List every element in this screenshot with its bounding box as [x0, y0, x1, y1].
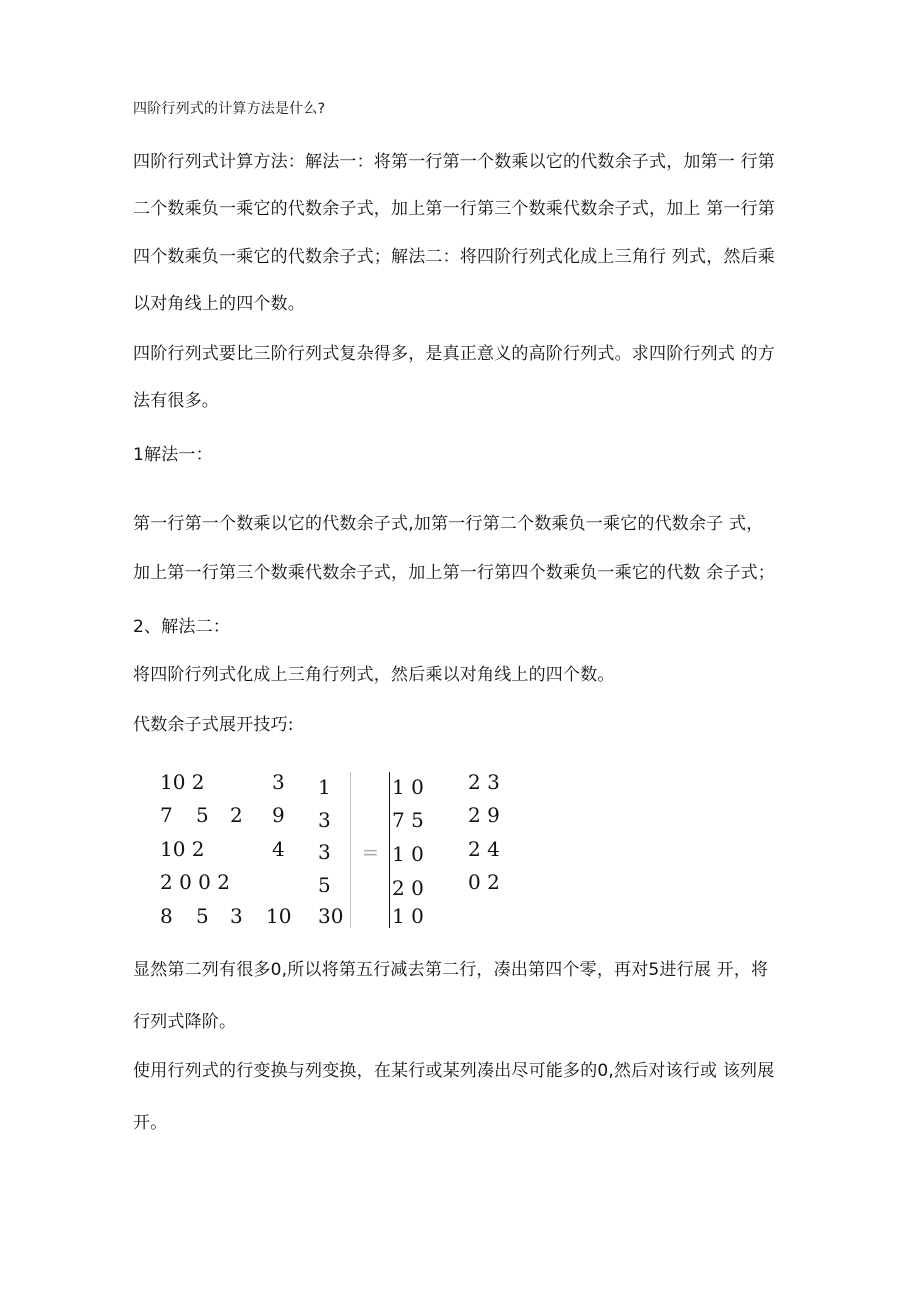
section-heading: 2、解法二：: [133, 617, 231, 637]
section-heading: 1解法一：: [133, 445, 213, 465]
matrix-cell: 30: [318, 904, 344, 928]
matrix-cell: 2 0 0 2: [160, 870, 230, 894]
matrix-cell: 10 2: [160, 770, 205, 794]
matrix-cell: 2 9: [468, 803, 500, 827]
paragraph-line: 显然第二列有很多0,所以将第五行减去第二行，凑出第四个零，再对5进行展 开，将: [133, 960, 769, 980]
matrix-cell: 2: [230, 803, 243, 827]
paragraph-line: 代数余子式展开技巧:: [133, 715, 294, 735]
paragraph-line: 四阶行列式要比三阶行列式复杂得多，是真正意义的高阶行列式。求四阶行列式 的方: [133, 344, 776, 364]
matrix-cell: 7: [160, 803, 173, 827]
paragraph-line: 法有很多。: [133, 391, 219, 411]
paragraph-line: 四阶行列式计算方法：解法一：将第一行第一个数乘以它的代数余子式，加第一 行第: [133, 152, 776, 172]
matrix-cell: 3: [318, 808, 331, 832]
matrix-cell: 4: [272, 837, 285, 861]
matrix-cell: 10: [266, 904, 292, 928]
matrix-cell: 3: [318, 840, 331, 864]
paragraph-line: 开。: [133, 1113, 168, 1133]
matrix-cell: 7 5: [392, 808, 424, 832]
matrix-cell: 1: [318, 775, 331, 799]
matrix-cell: 3: [272, 770, 285, 794]
paragraph-line: 二个数乘负一乘它的代数余子式，加上第一行第三个数乘代数余子式，加上 第一行第: [133, 199, 776, 219]
matrix-cell: 2 4: [468, 837, 500, 861]
paragraph-line: 四个数乘负一乘它的代数余子式；解法二：将四阶行列式化成上三角行 列式，然后乘: [133, 247, 776, 267]
determinant-bar: [350, 772, 351, 928]
paragraph-line: 第一行第一个数乘以它的代数余子式,加第一行第二个数乘负一乘它的代数余子 式，: [133, 514, 764, 534]
matrix-cell: 8: [160, 904, 173, 928]
matrix-cell: 5: [196, 904, 209, 928]
page-title: 四阶行列式的计算方法是什么?: [133, 101, 326, 117]
paragraph-line: 以对角线上的四个数。: [133, 294, 305, 314]
matrix-cell: 3: [230, 904, 243, 928]
matrix-cell: 0 2: [468, 870, 500, 894]
matrix-cell: 1 0: [392, 842, 424, 866]
matrix-cell: 1 0: [392, 904, 424, 928]
matrix-cell: 5: [318, 873, 331, 897]
matrix-cell: 2 0: [392, 876, 424, 900]
paragraph-line: 将四阶行列式化成上三角行列式，然后乘以对角线上的四个数。: [133, 665, 615, 685]
paragraph-line: 使用行列式的行变换与列变换，在某行或某列凑出尽可能多的0,然后对该行或 该列展: [133, 1061, 775, 1081]
matrix-cell: 10 2: [160, 837, 205, 861]
matrix-cell: 9: [272, 803, 285, 827]
matrix-cell: 5: [196, 803, 209, 827]
matrix-cell: 2 3: [468, 770, 500, 794]
matrix-cell: 1 0: [392, 775, 424, 799]
determinant-bar: [389, 772, 390, 928]
paragraph-line: 加上第一行第三个数乘代数余子式，加上第一行第四个数乘负一乘它的代数 余子式；: [133, 563, 776, 583]
equals-sign: =: [362, 840, 379, 864]
paragraph-line: 行列式降阶。: [133, 1012, 237, 1032]
